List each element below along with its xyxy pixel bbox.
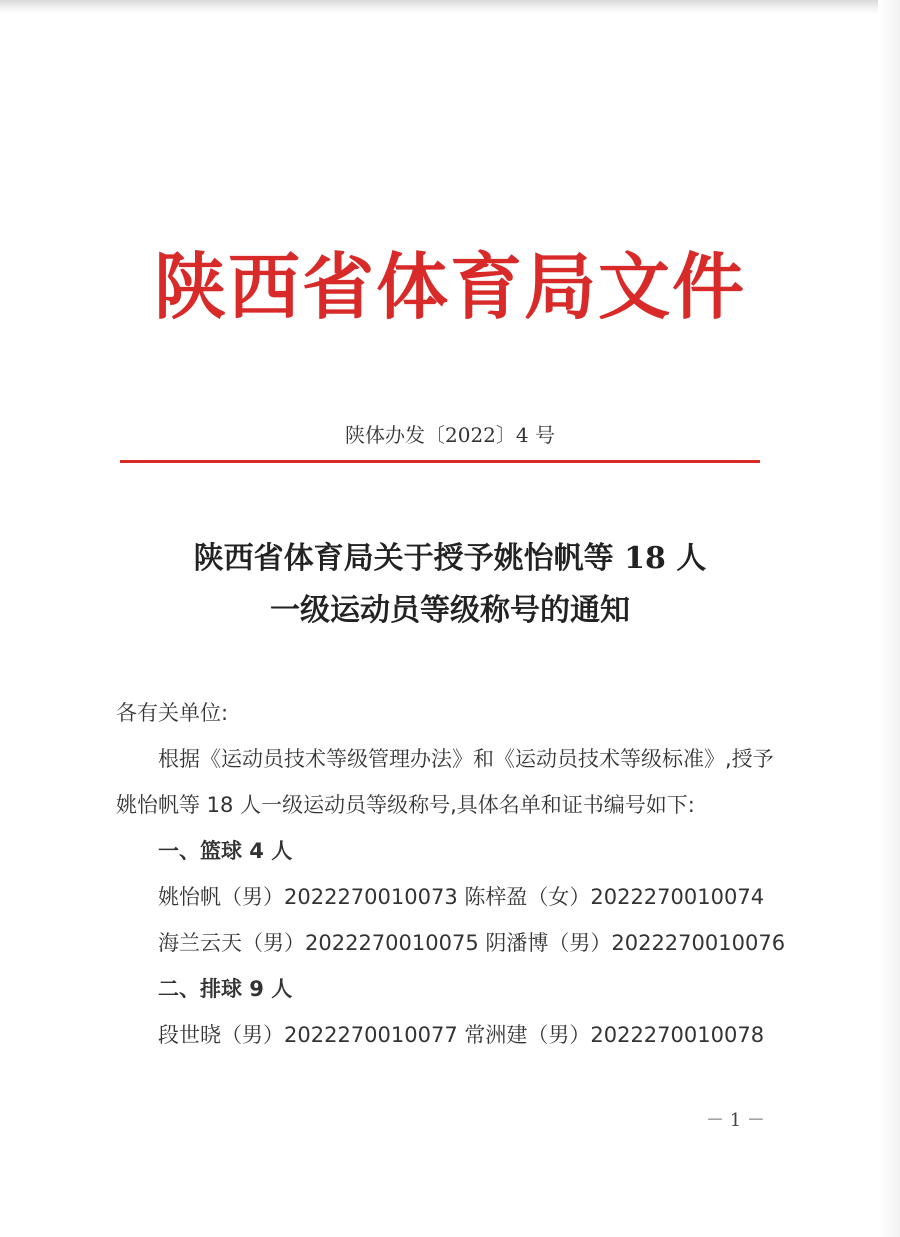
notice-title-line-2: 一级运动员等级称号的通知	[270, 593, 630, 628]
red-divider	[120, 460, 760, 463]
document-header-title: 陕西省体育局文件	[153, 245, 746, 329]
list-item: 海兰云天（男）2022270010075 阴潘博（男）2022270010076	[158, 931, 786, 955]
list-item: 段世晓（男）2022270010077 常洲建（男）2022270010078	[158, 1023, 765, 1047]
page-number: － 1 －	[706, 1110, 765, 1131]
list-item: 姚怡帆（男）2022270010073 陈梓盈（女）2022270010074	[158, 885, 765, 909]
scan-edge	[0, 0, 900, 14]
body-paragraph: 根据《运动员技术等级管理办法》和《运动员技术等级标准》,授予姚怡帆等 18 人一级运动员等级称号,具体名单和证书编号如下:	[116, 747, 774, 817]
section-heading-volleyball: 二、排球 9 人	[158, 977, 293, 1001]
salutation: 各有关单位:	[116, 701, 229, 725]
section-heading-basketball: 一、篮球 4 人	[158, 839, 293, 863]
document-number: 陕体办发〔2022〕4 号	[345, 423, 555, 447]
notice-title	[0, 533, 900, 637]
notice-title-line-1: 陕西省体育局关于授予姚怡帆等 18 人	[193, 541, 707, 576]
document-body	[116, 690, 786, 1058]
